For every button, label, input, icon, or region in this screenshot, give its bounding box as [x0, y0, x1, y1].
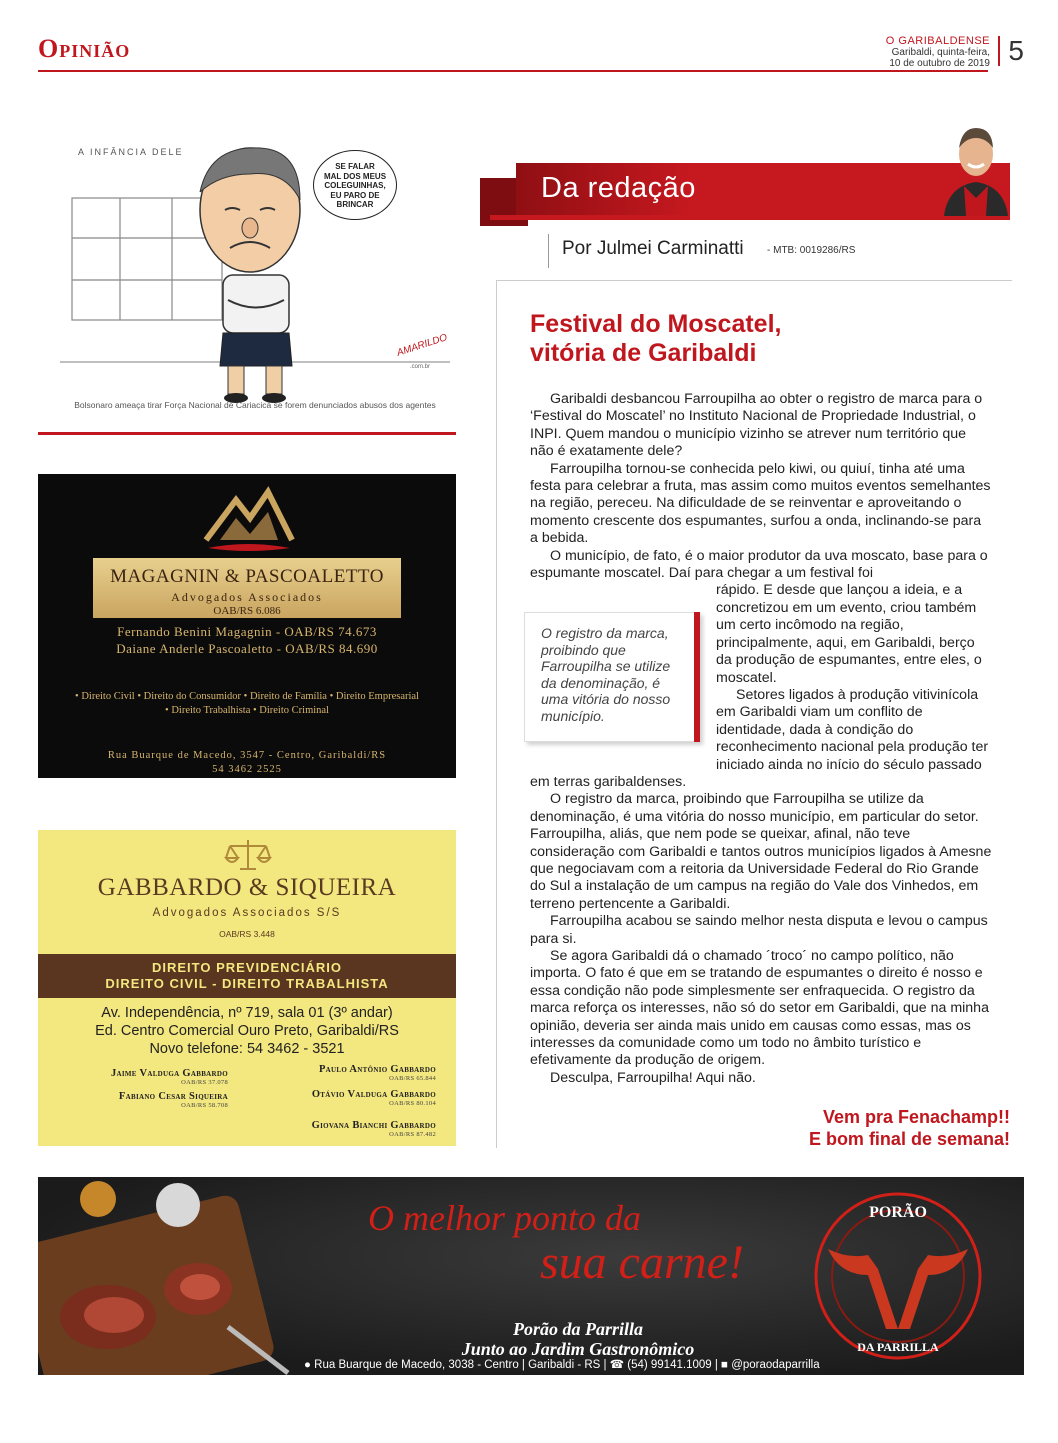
bull-skull-logo	[808, 1179, 988, 1373]
practice-band	[38, 954, 456, 998]
lawyer-name: Paulo Antônio Gabbardo	[318, 1064, 436, 1075]
lawyer-oab: OAB/RS 65.844	[389, 1075, 436, 1082]
firm-name: MAGAGNIN & PASCOALETTO	[110, 566, 384, 587]
restaurant-location: Junto ao Jardim Gastronômico	[461, 1339, 695, 1359]
masthead	[886, 36, 990, 69]
lawyer-oab: OAB/RS 58.708	[181, 1102, 228, 1109]
logo-bottom-text: DA PARRILLA	[857, 1340, 939, 1354]
firm-name: GABBARDO & SIQUEIRA	[97, 874, 397, 901]
paragraph: rápido. E desde que lançou a ideia, e a concretizou em um evento, criou também um certo incômodo na região, principalmente, aqui, em Garibaldi, berço da produção de espumantes, entre eles, o moscatel.	[716, 582, 982, 686]
paragraph: Desculpa, Farroupilha! Aqui não.	[550, 1069, 756, 1086]
column-title: Da redação	[541, 172, 696, 204]
logo-top-text: PORÃO	[869, 1204, 927, 1221]
column-header-underline	[490, 215, 1010, 220]
firm-oab: OAB/RS 3.448	[219, 929, 275, 939]
practice-area: DIREITO PREVIDENCIÁRIO	[151, 960, 343, 975]
firm-address	[38, 1004, 456, 1058]
paragraph: Se agora Garibaldi dá o chamado ´troco´ no campo político, não importa. O fato é que em se tratando de espumantes o direito é nosso e essa condição não pode simplesmente ser enfraquecida. O registro da marca reforça os interesses, não só do setor em Garibaldi, que na minha opinião, deveria ser ainda mais unido em causas como essas, mas os interesses da comunidade como um todo no âmbito turístico e efetivamente da produção de origem.	[530, 948, 989, 1069]
section-title: Opinião	[38, 34, 131, 63]
firm-phone: Novo telefone: 54 3462 - 3521	[149, 1041, 345, 1057]
lawyer-entry	[60, 1091, 228, 1109]
pull-quote-accent	[694, 612, 700, 742]
lawyer-name: Fernando Benini Magagnin - OAB/RS 74.673	[117, 624, 377, 639]
author-mtb: - MTB: 0019286/RS	[767, 245, 856, 256]
speech-line: MAL DOS MEUS	[323, 171, 387, 181]
cartoonist-signature: AMARILDO	[395, 332, 449, 359]
author-photo	[940, 112, 1012, 216]
lawyer-oab: OAB/RS 87.482	[389, 1131, 436, 1138]
firm-subtitle: Advogados Associados S/S	[152, 907, 342, 919]
steak-board-image	[38, 1177, 298, 1375]
firm-phone: 54 3462 2525	[212, 764, 282, 775]
practice-areas-line: • Direito Trabalhista • Direito Criminal	[165, 705, 329, 716]
restaurant-social: @poraodaparrilla	[731, 1359, 820, 1371]
speech-line: BRINCAR	[336, 200, 374, 209]
ad-slogan-emphasis: sua carne!	[540, 1236, 744, 1289]
cartoon-caption: Bolsonaro ameaça tirar Força Nacional de Cariacica se forem denunciados abusos dos agentes	[74, 400, 436, 410]
article-closing	[809, 1106, 1010, 1150]
lawyer-entry	[238, 1120, 436, 1138]
paragraph: Setores ligados à produção vitivinícola em Garibaldi viam um conflito de identidade, dada à condição do reconhecimento nacional pela produção ter iniciado ainda no início do século passado	[716, 686, 989, 773]
lawyer-entry	[260, 1064, 436, 1082]
paragraph: O município, de fato, é o maior produtor da uva moscato, base para o espumante moscatel. Daí para chegar a um festival foi	[530, 547, 988, 582]
paragraph: em terras garibaldenses.	[530, 773, 687, 790]
author-byline: Por Julmei Carminatti	[562, 238, 744, 259]
speech-line: SE FALAR	[335, 162, 375, 171]
lawyer-name: Daiane Anderle Pascoaletto - OAB/RS 84.690	[116, 641, 378, 656]
lawyer-name: Fabiano Cesar Siqueira	[118, 1091, 228, 1102]
ad-slogan: O melhor ponto da	[368, 1198, 641, 1238]
speech-line: COLEGUINHAS,	[324, 181, 386, 190]
lawyer-entry	[250, 1089, 436, 1107]
newspaper-name: O GARIBALDENSE	[885, 35, 990, 47]
paragraph: O registro da marca, proibindo que Farroupilha se utilize da denominação, é uma vitória do nosso município, em particular do setor. Farroupilha, aliás, que nem pode se queixar, afinal, não teve consideração com Garibaldi e tantos outros municípios ligados à Amesne que negociavam com a reitoria da Universidade Federal do Rio Grande do Sul a instalação de um campus na região do Vale dos Vinhedos, em terreno pertencente a Garibaldi.	[530, 791, 992, 912]
closing-line: E bom final de semana!	[808, 1129, 1010, 1149]
practice-areas	[48, 690, 446, 718]
ad-magagnin-pascoaletto[interactable]	[38, 474, 456, 778]
lawyer-name: Otávio Valduga Gabbardo	[311, 1089, 436, 1100]
cartoon-rule	[38, 432, 456, 435]
wrapped-text	[716, 582, 992, 773]
header-rule	[38, 70, 988, 72]
page-number: 5	[998, 36, 1024, 66]
address-line: Av. Independência, nº 719, sala 01 (3º andar)	[101, 1005, 393, 1021]
restaurant-contact	[304, 1357, 820, 1371]
paragraph: Garibaldi desbancou Farroupilha ao obter o registro de marca para o ‘Festival do Moscatel’ no Instituto Nacional de Propriedade Industrial, o INPI. Quem mandou o município vizinho se atrever num território que não é exatamente dele?	[530, 391, 983, 460]
cartoonist-url: .com.br	[410, 364, 431, 370]
scales-of-justice-icon	[224, 838, 272, 872]
restaurant-name: Porão da Parrilla	[512, 1319, 643, 1339]
speech-line: EU PARO DE	[330, 190, 380, 200]
mountain-logo-icon	[198, 482, 298, 558]
headline-line: vitória de Garibaldi	[530, 339, 757, 367]
lawyer-name: Jaime Valduga Gabbardo	[110, 1068, 228, 1079]
closing-line: Vem pra Fenachamp!!	[822, 1107, 1010, 1127]
ad-gabbardo-siqueira[interactable]	[38, 830, 456, 1146]
firm-address: Rua Buarque de Macedo, 3547 - Centro, Garibaldi/RS	[107, 750, 387, 761]
article-headline	[530, 310, 781, 368]
firm-subtitle: Advogados Associados	[171, 590, 323, 604]
lawyer-oab: OAB/RS 80.104	[389, 1100, 436, 1107]
restaurant-info	[428, 1319, 728, 1359]
social-icon: | ■	[714, 1359, 728, 1371]
ad-porao-da-parrilla[interactable]	[38, 1177, 1024, 1375]
dateline-date: 10 de outubro de 2019	[889, 58, 990, 69]
practice-area: DIREITO CIVIL - DIREITO TRABALHISTA	[105, 976, 389, 991]
pull-quote: O registro da marca, proibindo que Farroupilha se utilize da denominação, é uma vitória do nosso município.	[524, 612, 700, 742]
location-pin-icon: ●	[304, 1359, 311, 1371]
author-divider	[548, 234, 549, 268]
restaurant-phone: (54) 99141.1009	[627, 1359, 712, 1371]
firm-oab: OAB/RS 6.086	[213, 605, 281, 617]
lawyer-oab: OAB/RS 37.078	[181, 1079, 228, 1086]
cartoon-title: A INFÂNCIA DELE	[78, 147, 184, 157]
speech-bubble	[313, 150, 397, 220]
lawyer-entry	[60, 1068, 228, 1086]
paragraph: Farroupilha acabou se saindo melhor nesta disputa e levou o campus para si.	[530, 913, 988, 947]
dateline: Garibaldi, quinta-feira,	[891, 47, 990, 58]
address-line: Ed. Centro Comercial Ouro Preto, Garibaldi/RS	[95, 1023, 399, 1039]
phone-icon: ☎	[609, 1359, 625, 1371]
headline-line: Festival do Moscatel,	[530, 310, 782, 338]
lawyer-name: Giovana Bianchi Gabbardo	[311, 1120, 436, 1131]
restaurant-address: Rua Buarque de Macedo, 3038 - Centro | Garibaldi - RS |	[314, 1359, 607, 1371]
practice-areas-line: • Direito Civil • Direito do Consumidor • Direito de Família • Direito Empresarial	[75, 691, 419, 702]
paragraph: Farroupilha tornou-se conhecida pelo kiwi, ou quiuí, tinha até uma festa para celebrar a fruta, mas assim como muitos eventos semelhantes na região, pereceu. Na dificuldade de se reinventar e aproveitando o momento crescente dos espumantes, surfou a onda, inclinando-se para a bebida.	[530, 460, 991, 547]
